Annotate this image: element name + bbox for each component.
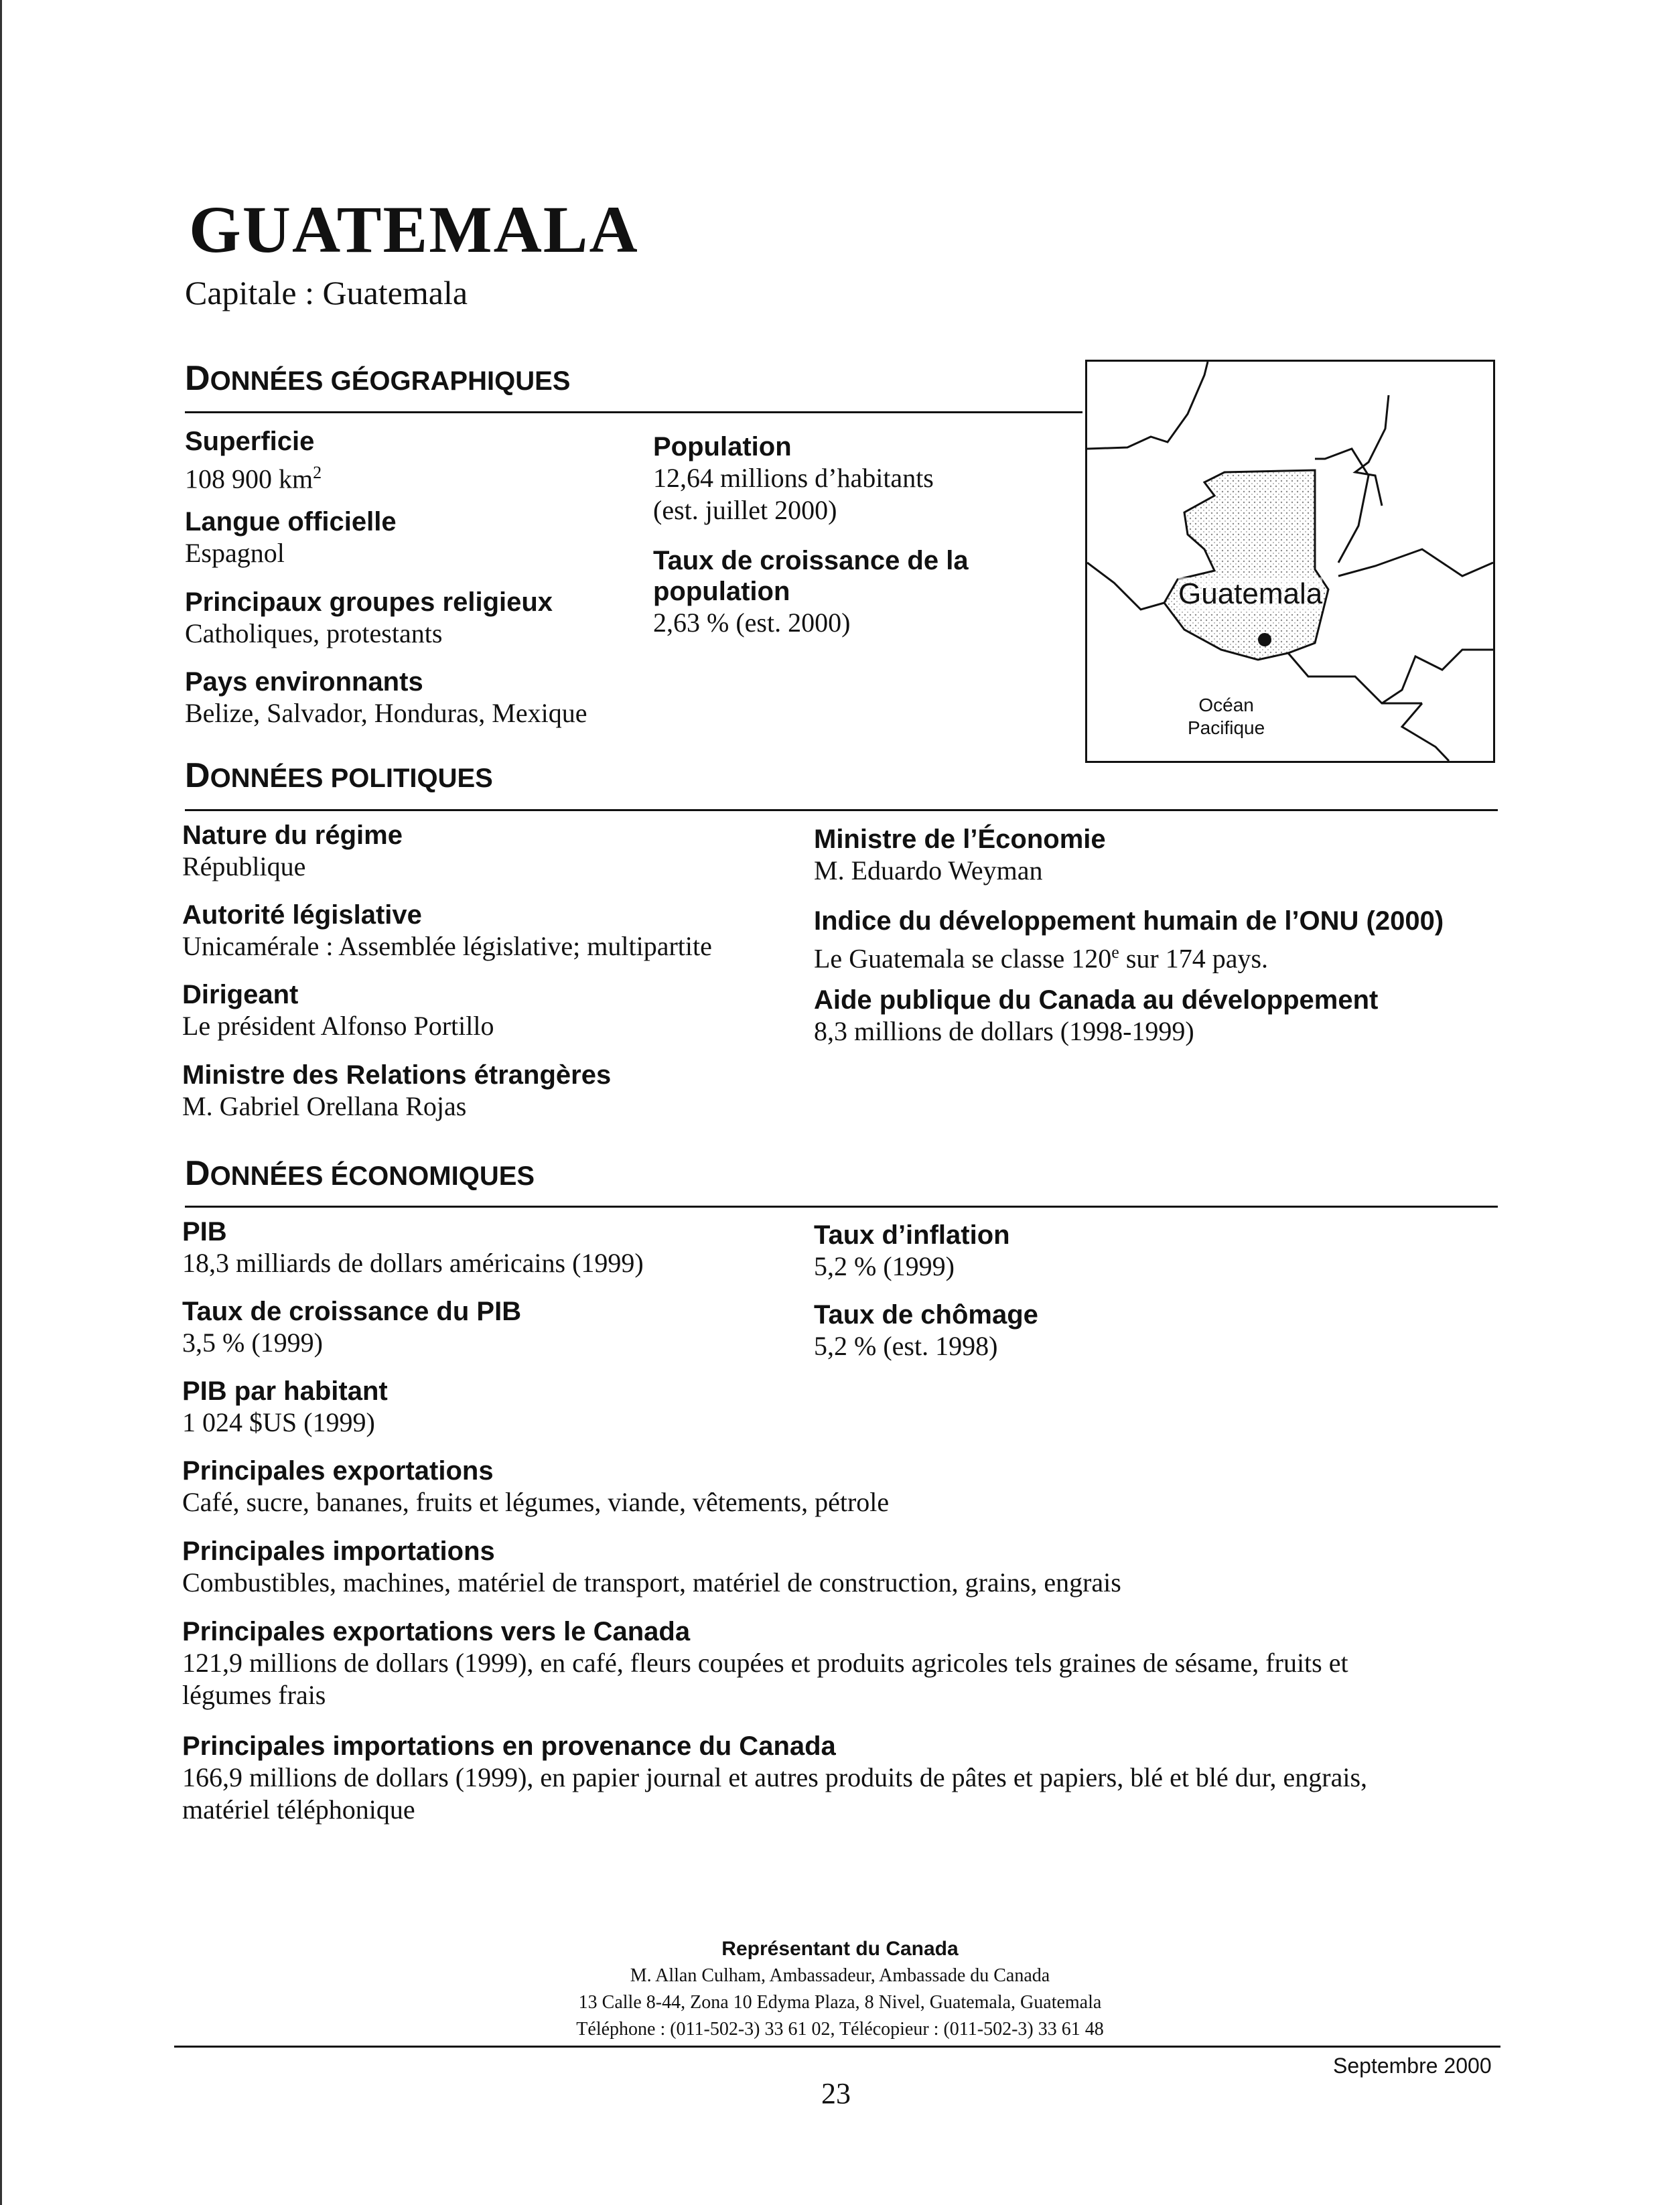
field-label: Aide publique du Canada au développement: [814, 985, 1379, 1015]
field-etrangeres: [182, 1060, 611, 1123]
guatemala-map: [1087, 362, 1493, 761]
field-value: 18,3 milliards de dollars américains (1999): [182, 1248, 644, 1278]
field-value: (est. juillet 2000): [653, 495, 837, 525]
footer-rule: [174, 2046, 1500, 2048]
field-ministre-economie: [814, 824, 1106, 887]
field-aide: [814, 985, 1378, 1048]
field-label: PIB: [182, 1217, 227, 1247]
field-religion: [185, 587, 553, 650]
section-geo-rule: [185, 411, 1082, 413]
field-population: [653, 431, 934, 526]
field-value: [185, 457, 322, 495]
field-value: 121,9 millions de dollars (1999), en café, fleurs coupées et produits agricoles tels graines de sésame, fruits et: [182, 1648, 1348, 1678]
field-value: Café, sucre, bananes, fruits et légumes, viande, vêtements, pétrole: [182, 1487, 890, 1517]
field-label: Langue officielle: [185, 507, 397, 537]
field-label: Ministre des Relations étrangères: [182, 1060, 612, 1090]
page-number: 23: [821, 2077, 851, 2110]
field-value: 5,2 % (est. 1998): [814, 1331, 998, 1361]
field-label: Taux d’inflation: [814, 1220, 1010, 1250]
field-superficie: [185, 426, 322, 495]
page-title: GUATEMALA: [189, 192, 639, 267]
footer-line-2: 13 Calle 8-44, Zona 10 Edyma Plaza, 8 Nivel, Guatemala, Guatemala: [578, 1992, 1102, 2013]
field-importations: [182, 1536, 1121, 1599]
section-rest: ONNÉES POLITIQUES: [210, 764, 493, 793]
field-label: Autorité législative: [182, 900, 422, 930]
field-inflation: [814, 1220, 1010, 1283]
section-eco-rule: [185, 1206, 1498, 1208]
section-rest: ONNÉES GÉOGRAPHIQUES: [210, 366, 571, 396]
section-eco-heading: [185, 1153, 535, 1194]
guatemala-shape: [1164, 470, 1328, 660]
ocean-line-2: Pacifique: [1188, 717, 1265, 738]
field-value: 1 024 $US (1999): [182, 1407, 375, 1437]
map-ocean-label: [1188, 694, 1265, 739]
footer-date: Septembre 2000: [1333, 2054, 1492, 2078]
field-value: 2,63 % (est. 2000): [653, 608, 851, 638]
field-value: Unicamérale : Assemblée législative; multipartite: [182, 931, 712, 961]
value-text: sur 174 pays.: [1119, 943, 1269, 974]
field-label: Principales importations en provenance du Canada: [182, 1731, 836, 1761]
field-value: Belize, Salvador, Honduras, Mexique: [185, 698, 587, 728]
footer-representative: [371, 1936, 1309, 2043]
field-label: population: [653, 577, 790, 606]
superscript: e: [1111, 942, 1119, 962]
field-value: Catholiques, protestants: [185, 618, 443, 648]
field-chomage: [814, 1299, 1038, 1362]
field-value: 5,2 % (1999): [814, 1251, 955, 1281]
value-text: Le Guatemala se classe 120: [814, 943, 1112, 974]
field-export-canada: [182, 1616, 1348, 1711]
map-box: [1085, 360, 1495, 763]
scan-edge: [0, 0, 2, 2205]
field-label: Principales exportations: [182, 1456, 494, 1486]
field-label: Population: [653, 432, 792, 461]
field-value: matériel téléphonique: [182, 1794, 415, 1825]
superscript: 2: [313, 463, 322, 482]
field-import-canada: [182, 1731, 1367, 1826]
capital-line: Capitale : Guatemala: [185, 274, 468, 311]
section-initial: D: [185, 1154, 210, 1193]
field-label: PIB par habitant: [182, 1376, 388, 1406]
field-label: Nature du régime: [182, 821, 403, 850]
field-label: Dirigeant: [182, 980, 299, 1009]
section-initial: D: [185, 756, 210, 795]
capital-dot: [1258, 633, 1271, 646]
field-value: [814, 936, 1444, 975]
field-value: M. Gabriel Orellana Rojas: [182, 1091, 467, 1121]
footer-line-3: Téléphone : (011-502-3) 33 61 02, Télécopieur : (011-502-3) 33 61 48: [576, 2019, 1104, 2040]
field-value: Le président Alfonso Portillo: [182, 1011, 494, 1041]
field-exportations: [182, 1455, 889, 1518]
value-text: 108 900 km: [185, 464, 313, 494]
field-value: 12,64 millions d’habitants: [653, 463, 934, 493]
field-label: Taux de croissance de la: [653, 546, 969, 575]
field-value: Combustibles, machines, matériel de transport, matériel de construction, grains, engrais: [182, 1567, 1121, 1597]
field-value: République: [182, 851, 306, 881]
field-croissance-population: [653, 545, 969, 639]
field-legislative: [182, 900, 712, 963]
field-pib-habitant: [182, 1376, 388, 1439]
field-label: Principaux groupes religieux: [185, 587, 553, 617]
field-value: M. Eduardo Weyman: [814, 855, 1043, 885]
field-value: 8,3 millions de dollars (1998-1999): [814, 1016, 1194, 1046]
section-geo-heading: [185, 358, 570, 399]
field-dirigeant: [182, 979, 494, 1042]
field-label: Indice du développement humain de l’ONU (2000): [814, 906, 1444, 936]
footer-line-1: M. Allan Culham, Ambassadeur, Ambassade du Canada: [630, 1965, 1050, 1986]
map-country-label: Guatemala: [1178, 577, 1323, 610]
field-pays: [185, 666, 587, 729]
field-pib: [182, 1216, 644, 1279]
field-idh: [814, 906, 1444, 975]
field-label: Pays environnants: [185, 667, 423, 697]
field-label: Principales importations: [182, 1537, 495, 1566]
footer-rep-title: Représentant du Canada: [721, 1938, 959, 1960]
field-langue: [185, 506, 397, 569]
section-pol-heading: [185, 756, 493, 796]
field-value: 166,9 millions de dollars (1999), en papier journal et autres produits de pâtes et papiers, blé et blé dur, engrais,: [182, 1762, 1368, 1792]
field-value: légumes frais: [182, 1680, 326, 1710]
section-rest: ONNÉES ÉCONOMIQUES: [210, 1161, 535, 1191]
field-value: 3,5 % (1999): [182, 1328, 323, 1358]
field-value: Espagnol: [185, 538, 285, 568]
field-croissance-pib: [182, 1296, 521, 1359]
field-label: Principales exportations vers le Canada: [182, 1617, 691, 1646]
section-initial: D: [185, 359, 210, 398]
field-label: Superficie: [185, 427, 315, 456]
field-regime: [182, 820, 403, 883]
field-label: Taux de chômage: [814, 1300, 1038, 1330]
section-pol-rule: [185, 809, 1498, 811]
ocean-line-1: Océan: [1198, 695, 1254, 715]
field-label: Taux de croissance du PIB: [182, 1297, 522, 1326]
field-label: Ministre de l’Économie: [814, 825, 1106, 854]
